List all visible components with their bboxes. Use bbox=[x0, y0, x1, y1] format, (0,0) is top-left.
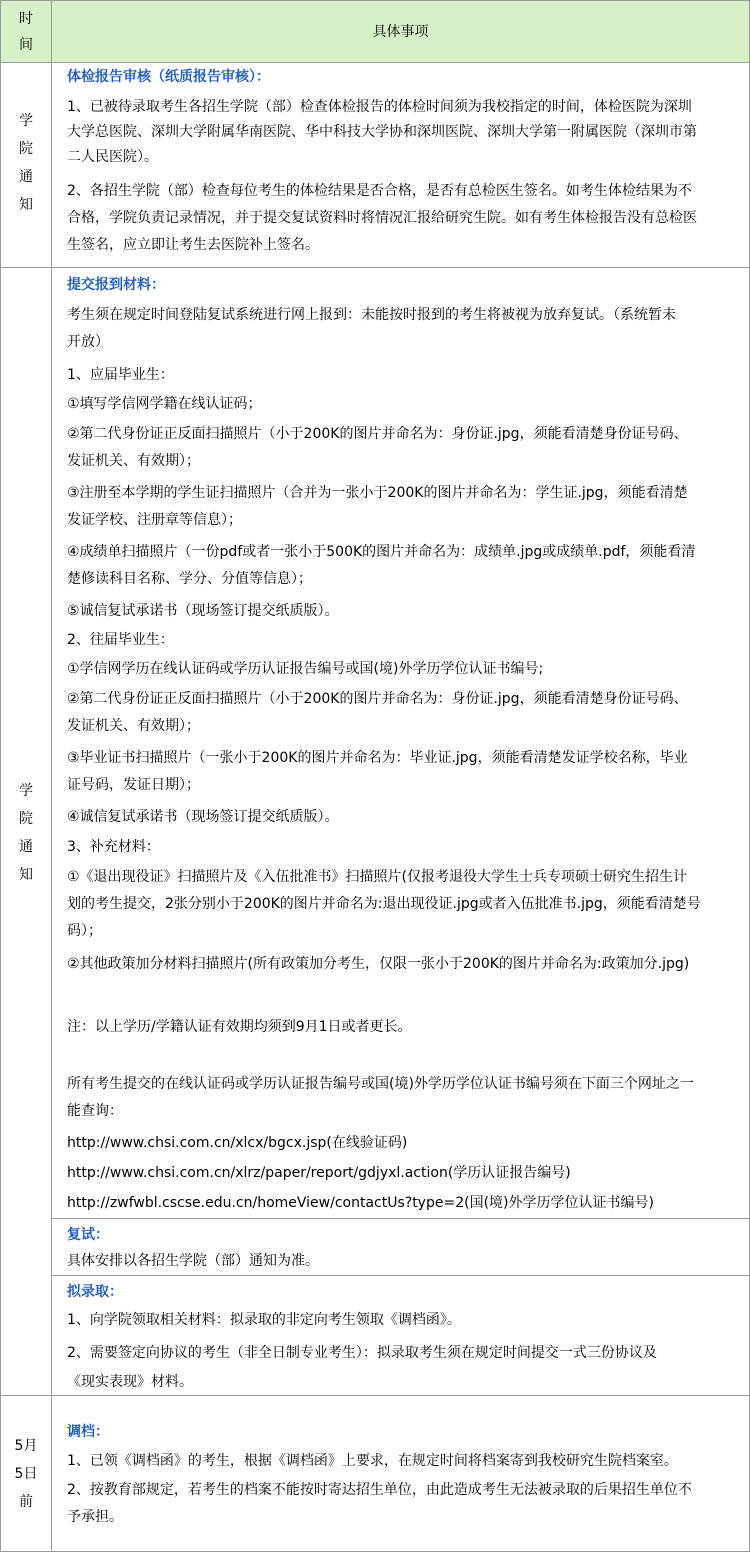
text-line: ①学信网学历在线认证码或学历认证报告编号或国(境)外学历学位认证书编号; bbox=[67, 661, 544, 677]
text-line: 2、各招生学院（部）检查每位考生的体检结果是否合格，是否有总检医生签名。如考生体检结果为不 bbox=[67, 183, 692, 199]
text-line: ①《退出现役证》扫描照片及《入伍批准书》扫描照片(仅报考退役大学生士兵专项硕士研究生招生计 bbox=[67, 869, 688, 885]
text-line: 楚修读科目名称、学分、分值等信息）； bbox=[67, 571, 312, 587]
text-line: ⑤诚信复试承诺书（现场签订提交纸质版）。 bbox=[67, 603, 339, 619]
header-time-char-1: 时 bbox=[19, 11, 33, 27]
text-line: 注：以上学历/学籍认证有效期均须到9月1日或者更长。 bbox=[67, 1019, 412, 1035]
items-cell bbox=[52, 63, 749, 267]
subsection-admission bbox=[52, 1275, 749, 1396]
header-items-cell bbox=[52, 1, 749, 62]
header-time-cell bbox=[1, 1, 52, 62]
table-header bbox=[1, 1, 749, 63]
text-line: 3、补充材料： bbox=[67, 839, 160, 855]
text-line: 考生须在规定时间登陆复试系统进行网上报到：未能按时报到的考生将被视为放弃复试。（系统暂未 bbox=[67, 307, 676, 323]
items-cell bbox=[52, 1396, 749, 1551]
text-line: 二人民医院）。 bbox=[67, 149, 158, 165]
time-cell bbox=[1, 1396, 52, 1551]
time-label: 学 院 通 知 bbox=[19, 783, 33, 883]
url-line[interactable]: http://www.chsi.com.cn/xlrz/paper/report/gdjyxl.action(学历认证报告编号) bbox=[67, 1165, 571, 1181]
text-line: 予承担。 bbox=[67, 1509, 123, 1525]
time-label: 学 院 通 知 bbox=[19, 113, 33, 213]
header-time-char-2: 间 bbox=[19, 37, 33, 53]
time-cell bbox=[1, 63, 52, 267]
subsection-retest bbox=[52, 1218, 749, 1275]
text-line: 具体安排以各招生学院（部）通知为准。 bbox=[67, 1253, 319, 1269]
items-cell bbox=[52, 268, 749, 1218]
table-row bbox=[1, 1396, 749, 1551]
text-line: 证号码，发证日期）； bbox=[67, 777, 200, 793]
text-line: 生签名，应立即让考生去医院补上签名。 bbox=[67, 237, 319, 253]
time-label: 5月 5日 前 bbox=[14, 1438, 38, 1510]
time-cell bbox=[1, 268, 52, 1395]
section-title: 复试： bbox=[67, 1227, 109, 1243]
text-line: 划的考生提交，2张分别小于200K的图片并命名为:退出现役证.jpg或者入伍批准书.jpg，须能看清楚号 bbox=[67, 896, 701, 912]
text-line: ①填写学信网学籍在线认证码； bbox=[67, 396, 262, 412]
text-line: 1、已被待录取考生各招生学院（部）检查体检报告的体检时间须为我校指定的时间，体检医院为深圳 bbox=[67, 99, 692, 115]
table-row bbox=[1, 268, 749, 1396]
text-line: 码）； bbox=[67, 923, 102, 939]
text-line: 大学总医院、深圳大学附属华南医院、华中科技大学协和深圳医院、深圳大学第一附属医院（深圳市第 bbox=[67, 124, 697, 140]
table-row bbox=[1, 63, 749, 268]
text-line: ④诚信复试承诺书（现场签订提交纸质版）。 bbox=[67, 809, 339, 825]
section-title: 提交报到材料： bbox=[67, 277, 165, 293]
text-line: 《现实表现》材料。 bbox=[67, 1374, 193, 1390]
text-line: 2、往届毕业生： bbox=[67, 632, 174, 648]
text-line: ③毕业证书扫描照片（一张小于200K的图片并命名为：毕业证.jpg，须能看清楚发证学校名称，毕业 bbox=[67, 750, 688, 766]
text-line: 能查询： bbox=[67, 1103, 123, 1119]
text-line: 发证学校、注册章等信息）； bbox=[67, 512, 242, 528]
text-line: ④成绩单扫描照片（一份pdf或者一张小于500K的图片并命名为：成绩单.jpg或成绩单.pdf，须能看清 bbox=[67, 544, 696, 560]
header-items-label: 具体事项 bbox=[372, 24, 429, 40]
text-line: ②第二代身份证正反面扫描照片（小于200K的图片并命名为：身份证.jpg，须能看清楚身份证号码、 bbox=[67, 691, 688, 707]
text-line: 发证机关、有效期）； bbox=[67, 453, 200, 469]
text-line: 1、应届毕业生： bbox=[67, 367, 174, 383]
url-line[interactable]: http://zwfwbl.cscse.edu.cn/homeView/contactUs?type=2(国(境)外学历学位认证书编号) bbox=[67, 1195, 654, 1211]
text-line: 2、按教育部规定，若考生的档案不能按时寄达招生单位，由此造成考生无法被录取的后果招生单位不 bbox=[67, 1482, 692, 1498]
section-title: 调档： bbox=[67, 1424, 109, 1440]
text-line: ③注册至本学期的学生证扫描照片（合并为一张小于200K的图片并命名为：学生证.jpg，须能看清楚 bbox=[67, 485, 688, 501]
url-line[interactable]: http://www.chsi.com.cn/xlcx/bgcx.jsp(在线验证码) bbox=[67, 1135, 408, 1151]
text-line: 所有考生提交的在线认证码或学历认证报告编号或国(境)外学历学位认证书编号须在下面三个网址之一 bbox=[67, 1076, 694, 1092]
text-line: ②第二代身份证正反面扫描照片（小于200K的图片并命名为：身份证.jpg，须能看清楚身份证号码、 bbox=[67, 426, 688, 442]
text-line: 1、已领《调档函》的考生，根据《调档函》上要求，在规定时间将档案寄到我校研究生院档案室。 bbox=[67, 1453, 678, 1469]
text-line: 合格，学院负责记录情况，并于提交复试资料时将情况汇报给研究生院。如有考生体检报告没有总检医 bbox=[67, 210, 697, 226]
section-title: 拟录取： bbox=[67, 1284, 123, 1300]
text-line: 发证机关、有效期）； bbox=[67, 718, 200, 734]
text-line: 1、向学院领取相关材料：拟录取的非定向考生领取《调档函》。 bbox=[67, 1312, 461, 1328]
text-line: ②其他政策加分材料扫描照片(所有政策加分考生，仅限一张小于200K的图片并命名为:政策加分.jpg) bbox=[67, 956, 690, 972]
section-title: 体检报告审核（纸质报告审核）： bbox=[67, 69, 270, 85]
text-line: 2、需要签定向协议的考生（非全日制专业考生）：拟录取考生须在规定时间提交一式三份协议及 bbox=[67, 1345, 657, 1361]
text-line: 开放） bbox=[67, 334, 109, 350]
